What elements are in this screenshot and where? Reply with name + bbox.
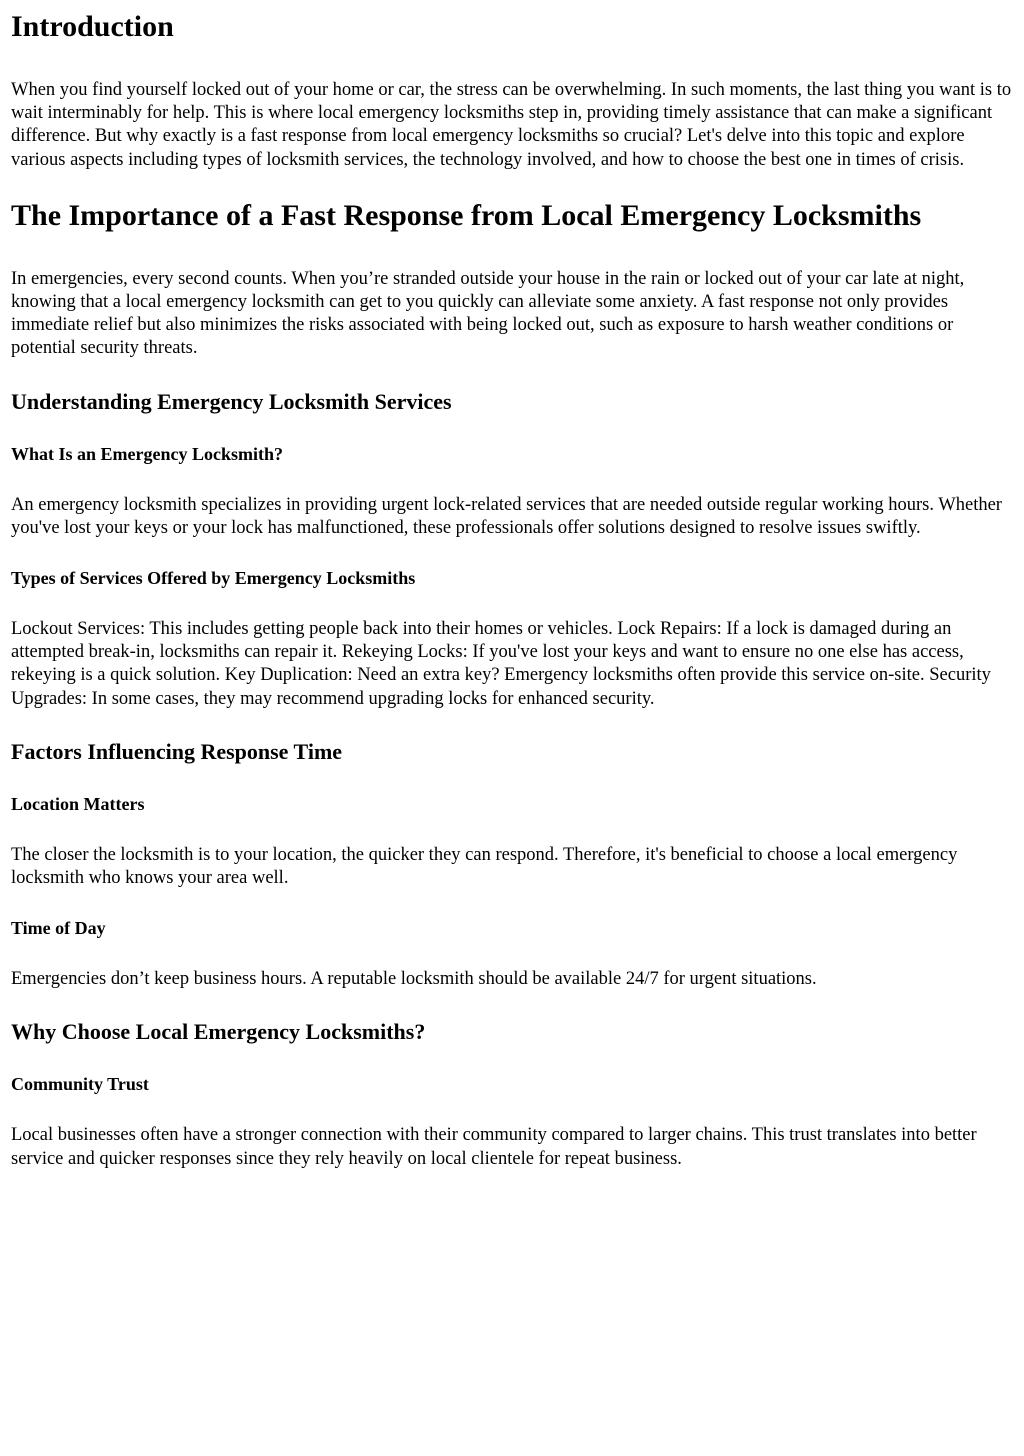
intro-paragraph: When you find yourself locked out of your home or car, the stress can be overwhelming. In such moments, the last thing you want is to wait interminably for help. This is where local emergency locksmiths step in, providing timely assistance that can make a significant difference. But why exactly is a fast response from local emergency locksmiths so crucial? Let's delve into this topic and explore various aspects including types of locksmith services, the technology involved, and how to choose the best one in times of crisis. xyxy=(11,80,1012,170)
intro-heading: Introduction xyxy=(11,10,174,43)
time-of-day-heading: Time of Day xyxy=(11,918,106,939)
factors-heading: Factors Influencing Response Time xyxy=(11,738,343,764)
article xyxy=(0,10,1024,1171)
what-is-heading: What Is an Emergency Locksmith? xyxy=(11,443,284,464)
community-trust-heading: Community Trust xyxy=(11,1074,149,1095)
location-paragraph: The closer the locksmith is to your location, the quicker they can respond. Therefore, it's beneficial to choose a local emergency locksmith who knows your area well. xyxy=(11,844,958,889)
why-local-heading: Why Choose Local Emergency Locksmiths? xyxy=(11,1019,426,1045)
types-heading: Types of Services Offered by Emergency Locksmiths xyxy=(11,568,416,589)
what-is-paragraph: An emergency locksmith specializes in providing urgent lock-related services that are needed outside regular working hours. Whether you've lost your keys or your lock has malfunctioned, these professionals offer solutions designed to resolve issues swiftly. xyxy=(11,494,1002,538)
community-trust-paragraph: Local businesses often have a stronger connection with their community compared to larger chains. This trust translates into better service and quicker responses since they rely heavily on local clientele for repeat business. xyxy=(11,1125,977,1169)
types-paragraph: Lockout Services: This includes getting people back into their homes or vehicles. Lock Repairs: If a lock is damaged during an attempted break-in, locksmiths can repair it. Rekeying Locks: If you've lost your keys and want to ensure no one else has access, rekeying is a quick solution. Key Duplication: Need an extra key? Emergency locksmiths often provide this service on-site. Security Upgrades: In some cases, they may recommend upgrading locks for enhanced security. xyxy=(11,619,991,709)
location-heading: Location Matters xyxy=(11,793,145,814)
understanding-heading: Understanding Emergency Locksmith Services xyxy=(11,388,452,414)
importance-heading: The Importance of a Fast Response from Local Emergency Locksmiths xyxy=(11,198,922,232)
importance-paragraph: In emergencies, every second counts. When you’re stranded outside your house in the rain or locked out of your car late at night, knowing that a local emergency locksmith can get to you quickly can alleviate some anxiety. A fast response not only provides immediate relief but also minimizes the risks associated with being locked out, such as exposure to harsh weather conditions or potential security threats. xyxy=(11,268,965,359)
time-of-day-paragraph: Emergencies don’t keep business hours. A reputable locksmith should be available 24/7 for urgent situations. xyxy=(11,969,817,990)
